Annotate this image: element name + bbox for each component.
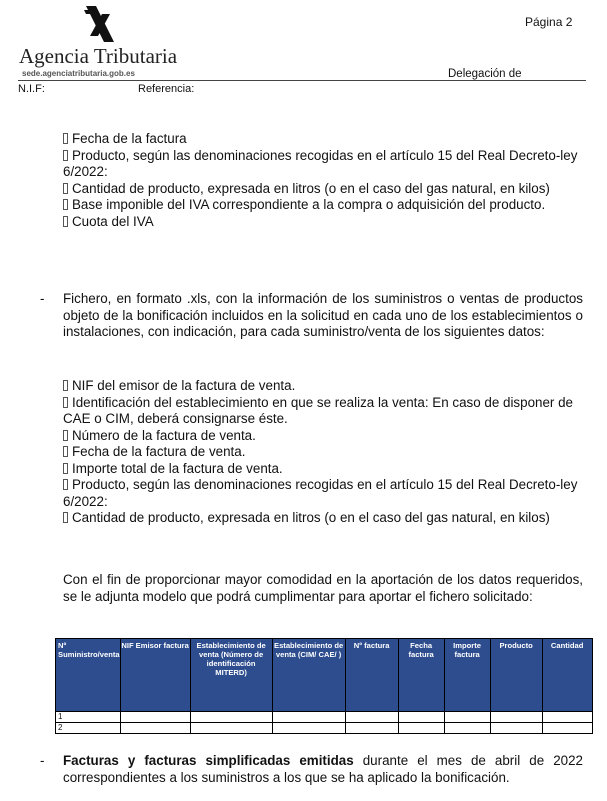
bullet-box-icon bbox=[63, 199, 68, 210]
bullet-box-icon bbox=[63, 512, 68, 523]
bullet-box-icon bbox=[63, 133, 68, 144]
bullet-box-icon bbox=[63, 446, 68, 457]
table-header-cell: Establecimiento de venta (CIM/ CAE/ ) bbox=[272, 639, 345, 712]
table-cell bbox=[490, 723, 542, 734]
table-cell bbox=[190, 712, 272, 723]
table-header-cell: Fecha factura bbox=[398, 639, 444, 712]
list-dash-icon: - bbox=[40, 753, 45, 768]
final-item-text: durante el mes de abril de 2022 correspondientes a los suministros a los que se ha aplicado la bonificación. bbox=[63, 753, 583, 785]
table-cell bbox=[345, 723, 398, 734]
table-cell bbox=[542, 712, 592, 723]
table-cell bbox=[398, 712, 444, 723]
table-header-row bbox=[56, 639, 593, 712]
nif-label: N.I.F: bbox=[18, 83, 45, 95]
final-item-paragraph bbox=[63, 753, 583, 786]
table-cell bbox=[444, 712, 490, 723]
bullet-box-icon bbox=[63, 183, 68, 194]
bullet-box-icon bbox=[63, 216, 68, 227]
table-header-cell: Establecimiento de venta (Número de identificación MITERD) bbox=[190, 639, 272, 712]
list-item: Cuota del IVA bbox=[63, 214, 583, 231]
list-item: Importe total de la factura de venta. bbox=[63, 461, 583, 478]
list-item: Número de la factura de venta. bbox=[63, 428, 583, 445]
brand-name: Agencia Tributaria bbox=[19, 44, 178, 68]
list-item: Base imponible del IVA correspondiente a la compra o adquisición del producto. bbox=[63, 197, 583, 214]
brand-url: sede.agenciatributaria.gob.es bbox=[22, 69, 135, 78]
list-item: Fecha de la factura bbox=[63, 131, 583, 148]
table-header-cell: Nº Suministro/venta bbox=[56, 639, 121, 712]
table-header-cell: Cantidad bbox=[542, 639, 592, 712]
table-cell: 1 bbox=[56, 712, 121, 723]
list-item: Identificación del establecimiento en que se realiza la venta: En caso de disponer de CAE o CIM, deberá consignarse éste. bbox=[63, 394, 573, 426]
list-item: Cantidad de producto, expresada en litros (o en el caso del gas natural, en kilos) bbox=[63, 510, 583, 527]
list-item: Producto, según las denominaciones recogidas en el artículo 15 del Real Decreto-ley 6/2022: bbox=[63, 147, 578, 179]
bullet-box-icon bbox=[63, 397, 68, 408]
model-paragraph: Con el fin de proporcionar mayor comodidad en la aportación de los datos requeridos, se le adjunta modelo que podrá cumplimentar para aportar el fichero solicitado: bbox=[63, 572, 583, 604]
table-header-cell: Producto bbox=[490, 639, 542, 712]
table-row bbox=[56, 712, 593, 723]
bullet-box-icon bbox=[63, 479, 68, 490]
table-cell bbox=[120, 723, 190, 734]
list-dash-icon: - bbox=[40, 291, 45, 306]
table-cell bbox=[120, 712, 190, 723]
table-cell: 2 bbox=[56, 723, 121, 734]
list-item: Fecha de la factura de venta. bbox=[63, 444, 583, 461]
referencia-label: Referencia: bbox=[138, 83, 195, 95]
invoice-data-list bbox=[63, 131, 583, 230]
table-header-cell: NIF Emisor factura bbox=[120, 639, 190, 712]
list-item: NIF del emisor de la factura de venta. bbox=[63, 378, 583, 395]
final-item-bold: Facturas y facturas simplificadas emitidas bbox=[63, 753, 354, 768]
bullet-box-icon bbox=[63, 430, 68, 441]
page-number: Página 2 bbox=[525, 15, 573, 29]
header-divider bbox=[18, 80, 586, 81]
table-cell bbox=[490, 712, 542, 723]
table-row bbox=[56, 723, 593, 734]
bullet-box-icon bbox=[63, 463, 68, 474]
table-cell bbox=[190, 723, 272, 734]
sales-data-list bbox=[63, 378, 583, 527]
table-cell bbox=[272, 712, 345, 723]
fichero-paragraph: Fichero, en formato .xls, con la información de los suministros o ventas de productos objeto de la bonificación incluidos en la solicitud en cada uno de los establecimientos o instalaciones, con indicación, para cada suministro/venta de los siguientes datos: bbox=[63, 291, 583, 339]
table-cell bbox=[444, 723, 490, 734]
table-cell bbox=[272, 723, 345, 734]
list-item: Cantidad de producto, expresada en litros (o en el caso del gas natural, en kilos) bbox=[63, 181, 583, 198]
bullet-box-icon bbox=[63, 380, 68, 391]
table-cell bbox=[542, 723, 592, 734]
delegacion-label: Delegación de bbox=[448, 68, 522, 80]
list-item: Producto, según las denominaciones recogidas en el artículo 15 del Real Decreto-ley 6/2022: bbox=[63, 477, 578, 509]
table-header-cell: Importe factura bbox=[444, 639, 490, 712]
table-cell bbox=[398, 723, 444, 734]
table-header-cell: Nº factura bbox=[345, 639, 398, 712]
model-table bbox=[55, 638, 593, 734]
table-cell bbox=[345, 712, 398, 723]
bullet-box-icon bbox=[63, 150, 68, 161]
agencia-tributaria-logo-icon bbox=[84, 6, 114, 42]
